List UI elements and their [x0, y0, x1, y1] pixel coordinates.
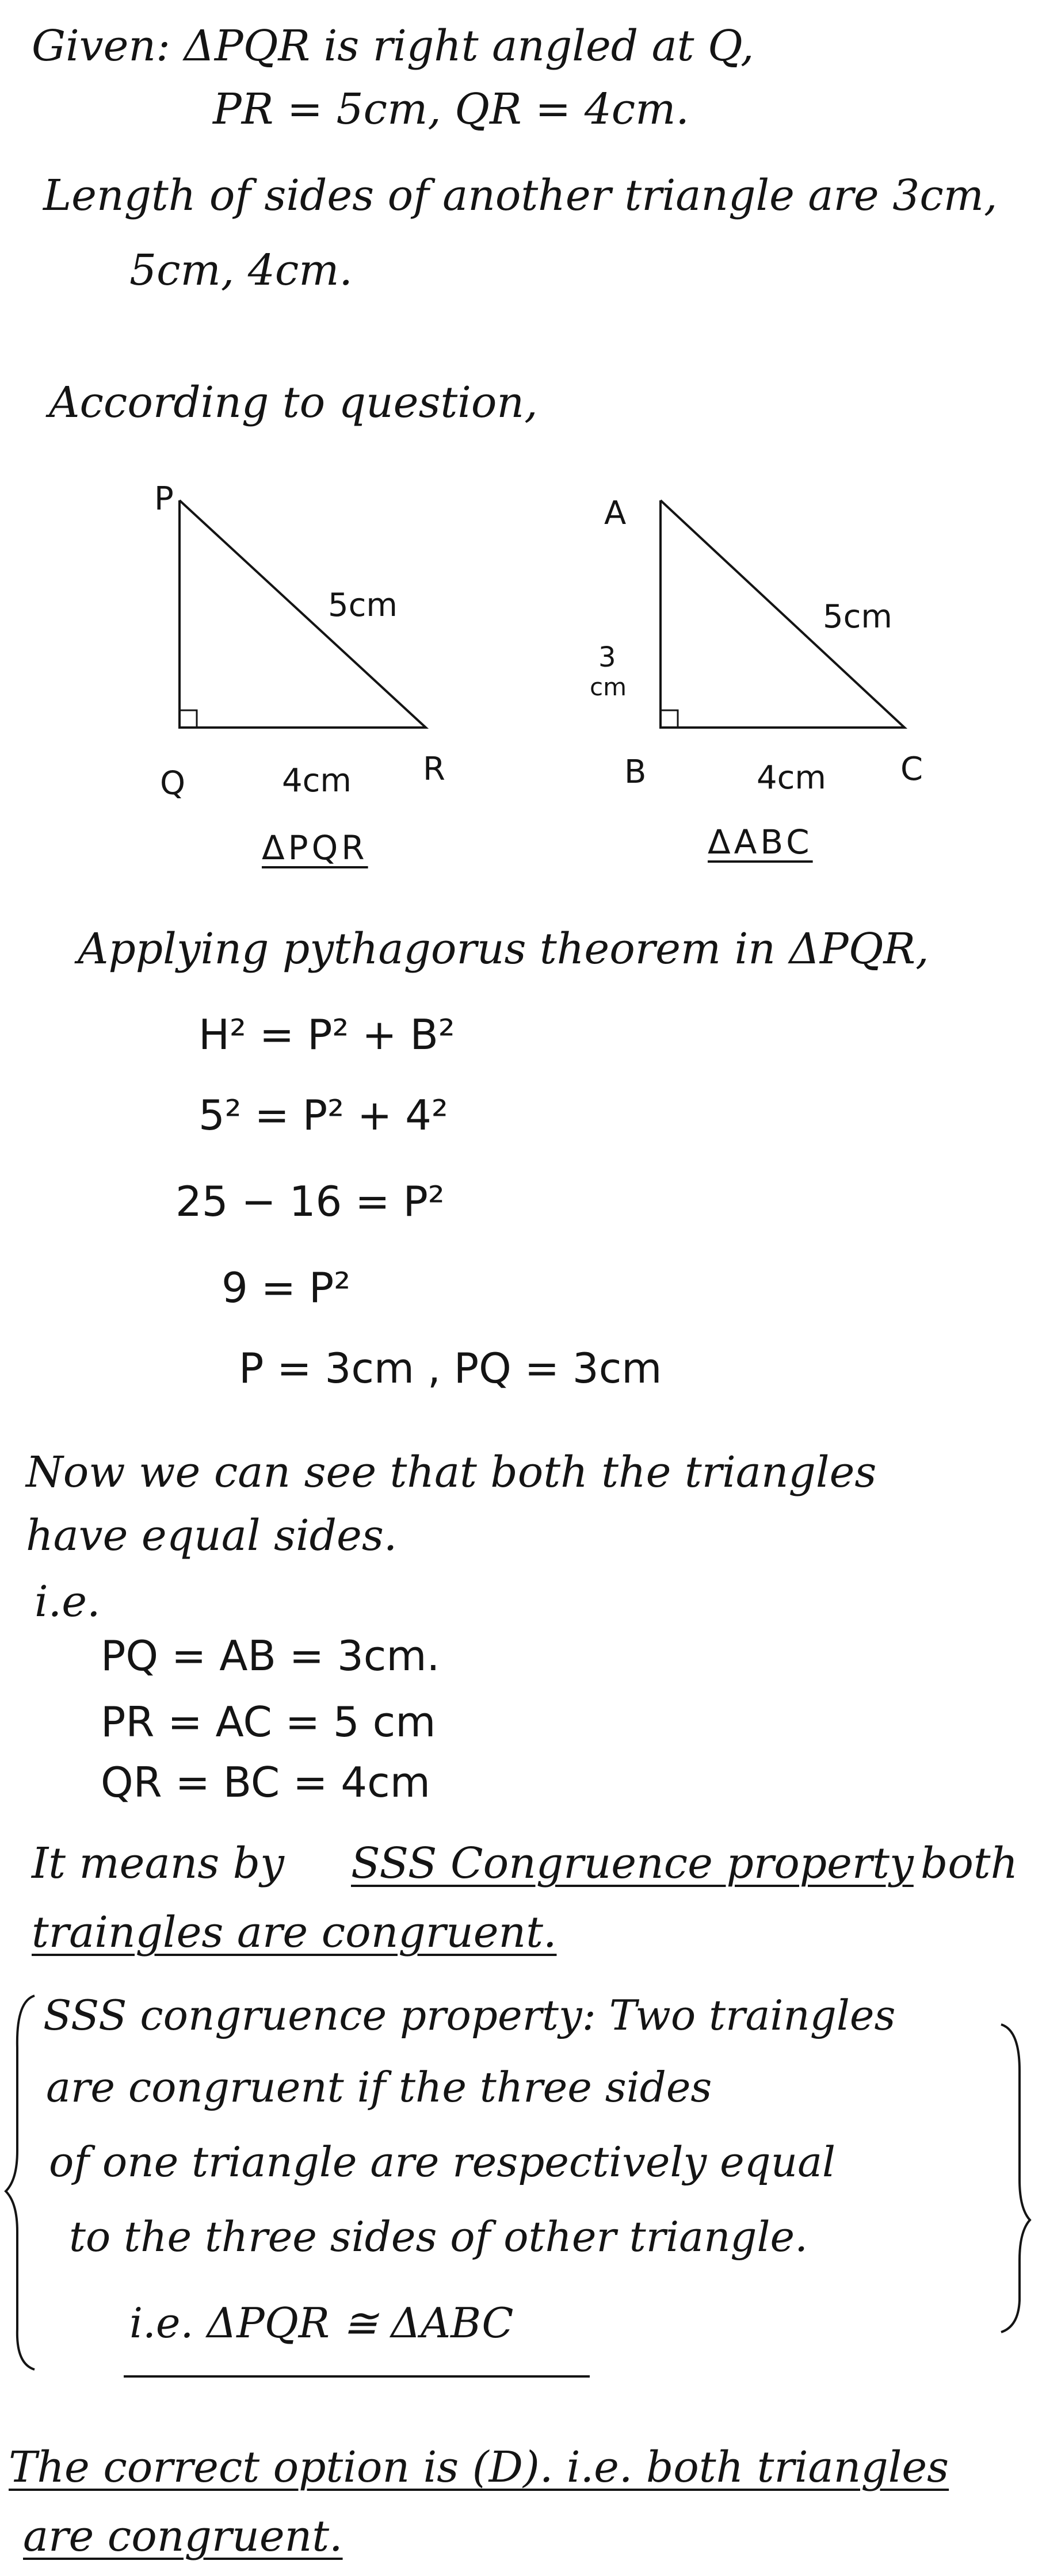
abc-hypotenuse-label: 5cm — [823, 598, 892, 636]
vertex-p-label: P — [154, 480, 174, 518]
comparison-eq-3: QR = BC = 4cm — [101, 1758, 430, 1806]
given-line-1: Given: ΔPQR is right angled at Q, — [32, 21, 754, 71]
pqr-base-label: 4cm — [282, 762, 352, 799]
vertex-a-label: A — [604, 495, 627, 532]
abc-side-label-cm: cm — [590, 673, 627, 701]
given-line-2: PR = 5cm, QR = 4cm. — [213, 85, 689, 134]
pythagoras-heading: Applying pythagorus theorem in ΔPQR, — [78, 924, 929, 974]
definition-underline — [124, 2375, 590, 2378]
comparison-eq-2: PR = AC = 5 cm — [101, 1698, 436, 1746]
answer-line-2: are congruent. — [23, 2512, 343, 2561]
pqr-caption: ΔPQR — [262, 828, 368, 867]
pythagoras-step-2: 5² = P² + 4² — [198, 1091, 448, 1139]
vertex-b-label: B — [624, 753, 647, 791]
conclusion-tail: both — [921, 1839, 1018, 1888]
comparison-line-1: Now we can see that both the triangles — [26, 1448, 877, 1497]
definition-line-2: are congruent if the three sides — [46, 2063, 712, 2111]
pythagoras-step-5: P = 3cm , PQ = 3cm — [239, 1344, 662, 1392]
according-text: According to question, — [49, 378, 538, 427]
definition-line-4: to the three sides of other triangle. — [69, 2213, 808, 2261]
pythagoras-step-4: 9 = P² — [222, 1264, 351, 1312]
conclusion-lead: It means by — [32, 1839, 284, 1888]
conclusion-line-2: traingles are congruent. — [32, 1908, 557, 1957]
given-line-4: 5cm, 4cm. — [129, 246, 353, 295]
given-line-3: Length of sides of another triangle are 3cm, — [43, 171, 998, 220]
vertex-c-label: C — [900, 751, 923, 788]
comparison-ie: i.e. — [35, 1577, 101, 1626]
conclusion-property: SSS Congruence property — [351, 1839, 914, 1888]
pythagoras-step-1: H² = P² + B² — [198, 1011, 455, 1059]
abc-base-label: 4cm — [757, 759, 826, 797]
comparison-eq-1: PQ = AB = 3cm. — [101, 1632, 440, 1680]
abc-side-label-3: 3 — [598, 641, 616, 673]
pythagoras-step-3: 25 − 16 = P² — [175, 1177, 445, 1226]
answer-line-1: The correct option is (D). i.e. both triangles — [9, 2443, 949, 2492]
pqr-hypotenuse-label: 5cm — [328, 587, 398, 624]
comparison-line-2: have equal sides. — [26, 1511, 398, 1560]
definition-line-1: SSS congruence property: Two traingles — [43, 1991, 896, 2039]
definition-line-3: of one triangle are respectively equal — [49, 2138, 836, 2186]
definition-ie: i.e. ΔPQR ≅ ΔABC — [129, 2299, 514, 2347]
abc-caption: ΔABC — [708, 822, 813, 862]
vertex-q-label: Q — [160, 765, 186, 802]
vertex-r-label: R — [423, 751, 445, 788]
